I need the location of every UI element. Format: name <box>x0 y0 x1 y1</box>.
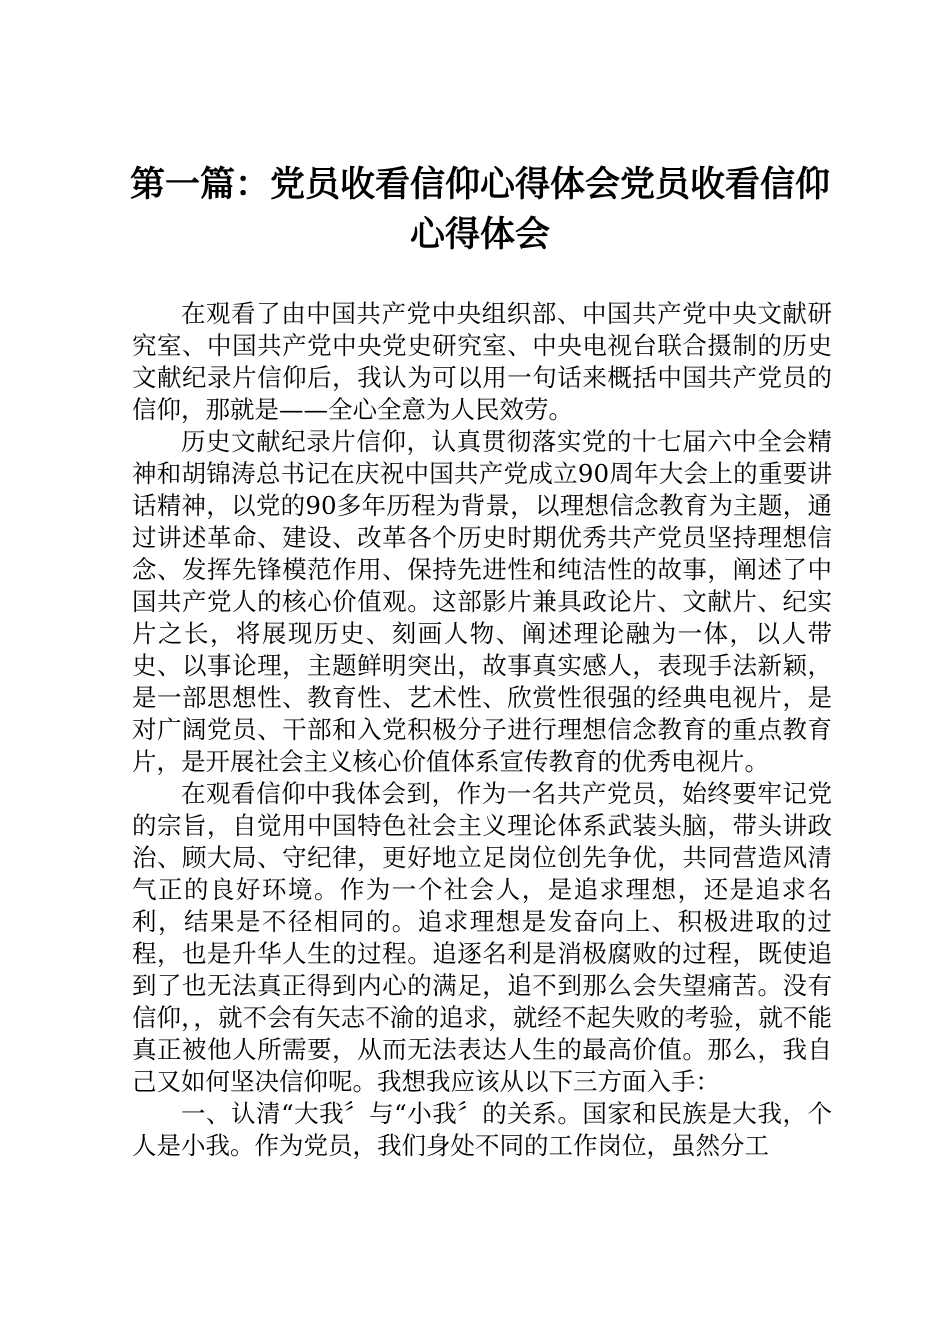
title-line-2: 心得体会 <box>409 214 550 255</box>
title-line-1: 第一篇：党员收看信仰心得体会党员收看信仰 <box>129 164 830 205</box>
paragraph-1: 在观看了由中国共产党中央组织部、中国共产党中央文献研究室、中国共产党中央党史研究室、中央电视台联合摄制的历史文献纪录片信仰后，我认为可以用一句话来概括中国共产党员的信仰，那就是——全心全意为人民效劳。 <box>132 299 832 424</box>
document-title <box>120 160 840 260</box>
paragraph-2: 历史文献纪录片信仰，认真贯彻落实党的十七届六中全会精神和胡锦涛总书记在庆祝中国共产党成立90周年大会上的重要讲话精神，以党的90多年历程为背景，以理想信念教育为主题，通过讲述革命、建设、改革各个历史时期优秀共产党员坚持理想信念、发挥先锋模范作用、保持先进性和纯洁性的故事，阐述了中国共产党人的核心价值观。这部影片兼具政论片、文献片、纪实片之长，将展现历史、刻画人物、阐述理论融为一体，以人带史、以事论理，主题鲜明突出，故事真实感人，表现手法新颖，是一部思想性、教育性、艺术性、欣赏性很强的经典电视片，是对广阔党员、干部和入党积极分子进行理想信念教育的重点教育片，是开展社会主义核心价值体系宣传教育的优秀电视片。 <box>132 427 832 776</box>
document-body <box>132 298 832 1162</box>
paragraph-3: 在观看信仰中我体会到，作为一名共产党员，始终要牢记党的宗旨，自觉用中国特色社会主义理论体系武装头脑，带头讲政治、顾大局、守纪律，更好地立足岗位创先争优，共同营造风清气正的良好环境。作为一个社会人，是追求理想，还是追求名利，结果是不径相同的。追求理想是发奋向上、积极进取的过程，也是升华人生的过程。追逐名利是消极腐败的过程，既使追到了也无法真正得到内心的满足，追不到那么会失望痛苦。没有信仰，，就不会有矢志不渝的追求，就经不起失败的考验，就不能真正被他人所需要，从而无法表达人生的最高价值。那么，我自己又如何坚决信仰呢。我想我应该从以下三方面入手： <box>132 779 832 1096</box>
paragraph-4: 一、认清“大我〞与“小我〞的关系。国家和民族是大我，个人是小我。作为党员，我们身处不同的工作岗位，虽然分工 <box>132 1099 832 1160</box>
